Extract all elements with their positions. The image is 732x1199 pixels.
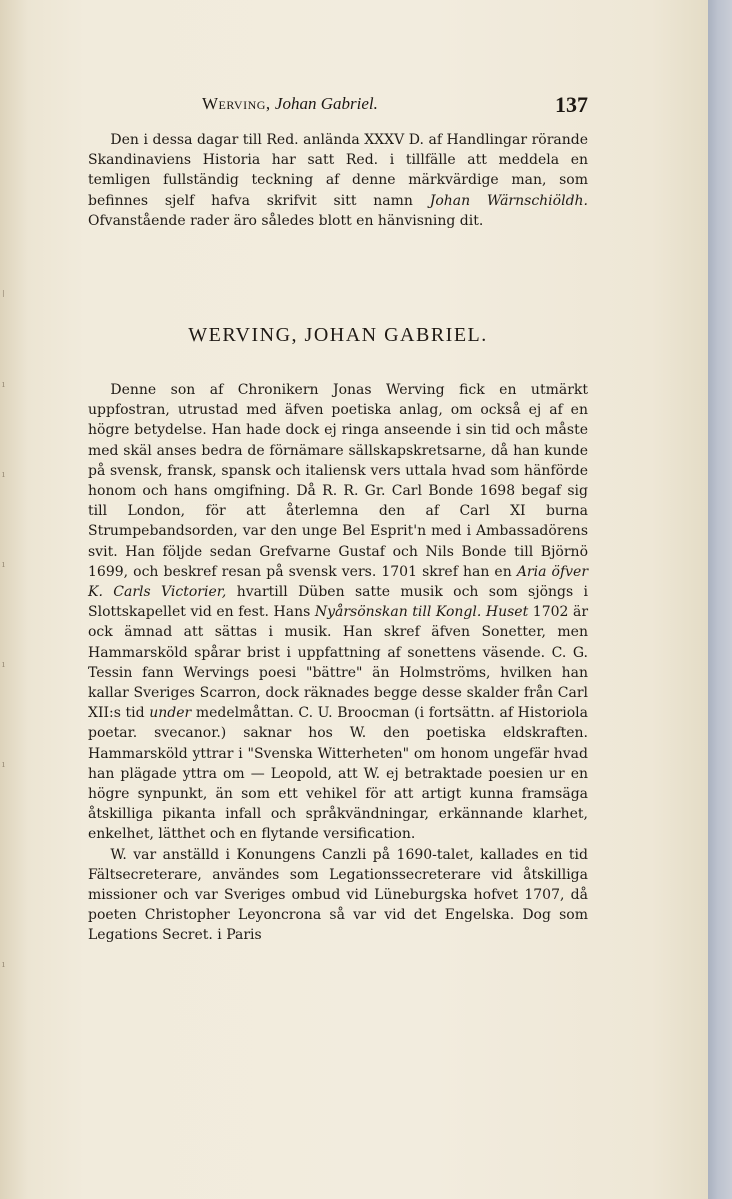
- bleed-through-mark: ı: [2, 560, 5, 570]
- bleed-through-mark: ǀ: [2, 290, 5, 300]
- bleed-through-mark: ı: [2, 660, 5, 670]
- bleed-through-mark: ı: [2, 380, 5, 390]
- article-title: WERVING, JOHAN GABRIEL.: [188, 324, 488, 346]
- page-number: 137: [555, 92, 588, 117]
- p1-text-a: Denne son af Chronikern Jonas Werving fick en utmärkt uppfostran, utrustad med äfven poetiska anlag, om också ej af en högre betydelse. Han hade dock ej ringa anseende i sin tid och måste med skäl anses bedra de förnämare sällskapskretsarne, då han kunde på svensk, fransk, spansk och italiensk vers uttala hvad som hänförde honom och hans omgifning. Då R. R. Gr. Carl Bonde 1698 begaf sig till London, för att återlemna den af Carl XI burna Strumpebandsorden, var den unge Bel Esprit'n med i Ambassadörens svit. Han följde sedan Grefvarne Gustaf och Nils Bonde till Björnö 1699, och beskref resan på svensk vers. 1701 skref han en: [88, 382, 588, 580]
- bleed-through-mark: ı: [2, 470, 5, 480]
- running-head: [202, 94, 378, 114]
- page-header: [94, 92, 588, 118]
- note-name-italic: Johan Wärnschiöldh.: [429, 192, 588, 209]
- article-paragraph-1: [88, 380, 588, 845]
- p1-italic-under: under: [149, 705, 192, 722]
- p1-italic-nyarsonskan: Nyårsönskan till Kongl. Huset: [314, 604, 529, 621]
- article-paragraph-2: W. var anställd i Konungens Canzli på 1690-talet, kallades en tid Fältsecreterare, användes som Legationssecreterare vid åtskilliga missioner och var Sveriges ombud vid Lüneburgska hofvet 1707, då poeten Christopher Leyoncrona så var vid det Engelska. Dog som Legations Secret. i Paris: [88, 846, 588, 944]
- bleed-through-mark: ı: [2, 760, 5, 770]
- p1-text-d: medelmåttan. C. U. Broocman (i fortsättn. af Historiola poetar. svecanor.) saknar hos W. den poetiska eldskraften. Hammarsköld yttrar i "Svenska Witterheten" om honom ungefär hvad han plägade yttra om — Leopold, att W. ej betraktade poesien ur en högre synpunkt, än som ett vehikel för att artigt kunna framsäga åtskilliga pikanta infall och språkvändningar, erkännande klarhet, enkelhet, lätthet och en flytande versification.: [88, 705, 588, 843]
- p1-text-c: 1702 är ock ämnad att sättas i musik. Han skref äfven Sonetter, men Hammarsköld spårar brist i uppfattning af sonettens väsende. C. G. Tessin fann Wervings poesi "bättre" än Holmströms, hvilken han kallar Sveriges Scarron, dock räknades begge desse skalder från Carl XII:s tid: [88, 604, 589, 722]
- p1-text-b: hvartill Düben satte musik och som sjöngs i Slottskapellet vid en fest. Hans: [88, 584, 588, 621]
- running-head-subject: Johan Gabriel.: [274, 94, 378, 113]
- scan-background-edge: [708, 0, 732, 1199]
- bleed-through-mark: ı: [2, 960, 5, 970]
- p1-italic-aria: Aria öfver K. Carls Victorier,: [88, 563, 589, 601]
- note-text-part2: Ofvanstående rader äro således blott en hänvisning dit.: [88, 212, 484, 229]
- editorial-note: [88, 130, 588, 231]
- note-paragraph: [88, 130, 588, 231]
- article-body: [88, 380, 588, 946]
- note-text-part1: Den i dessa dagar till Red. anlända XXXV D. af Handlingar rörande Skandinaviens Historia har satt Red. i tillfälle att meddela en temligen fullständig teckning af denne märkvärdige man, som befinnes sjelf hafva skrifvit sitt namn: [88, 132, 588, 209]
- running-head-name: Werving,: [202, 94, 271, 113]
